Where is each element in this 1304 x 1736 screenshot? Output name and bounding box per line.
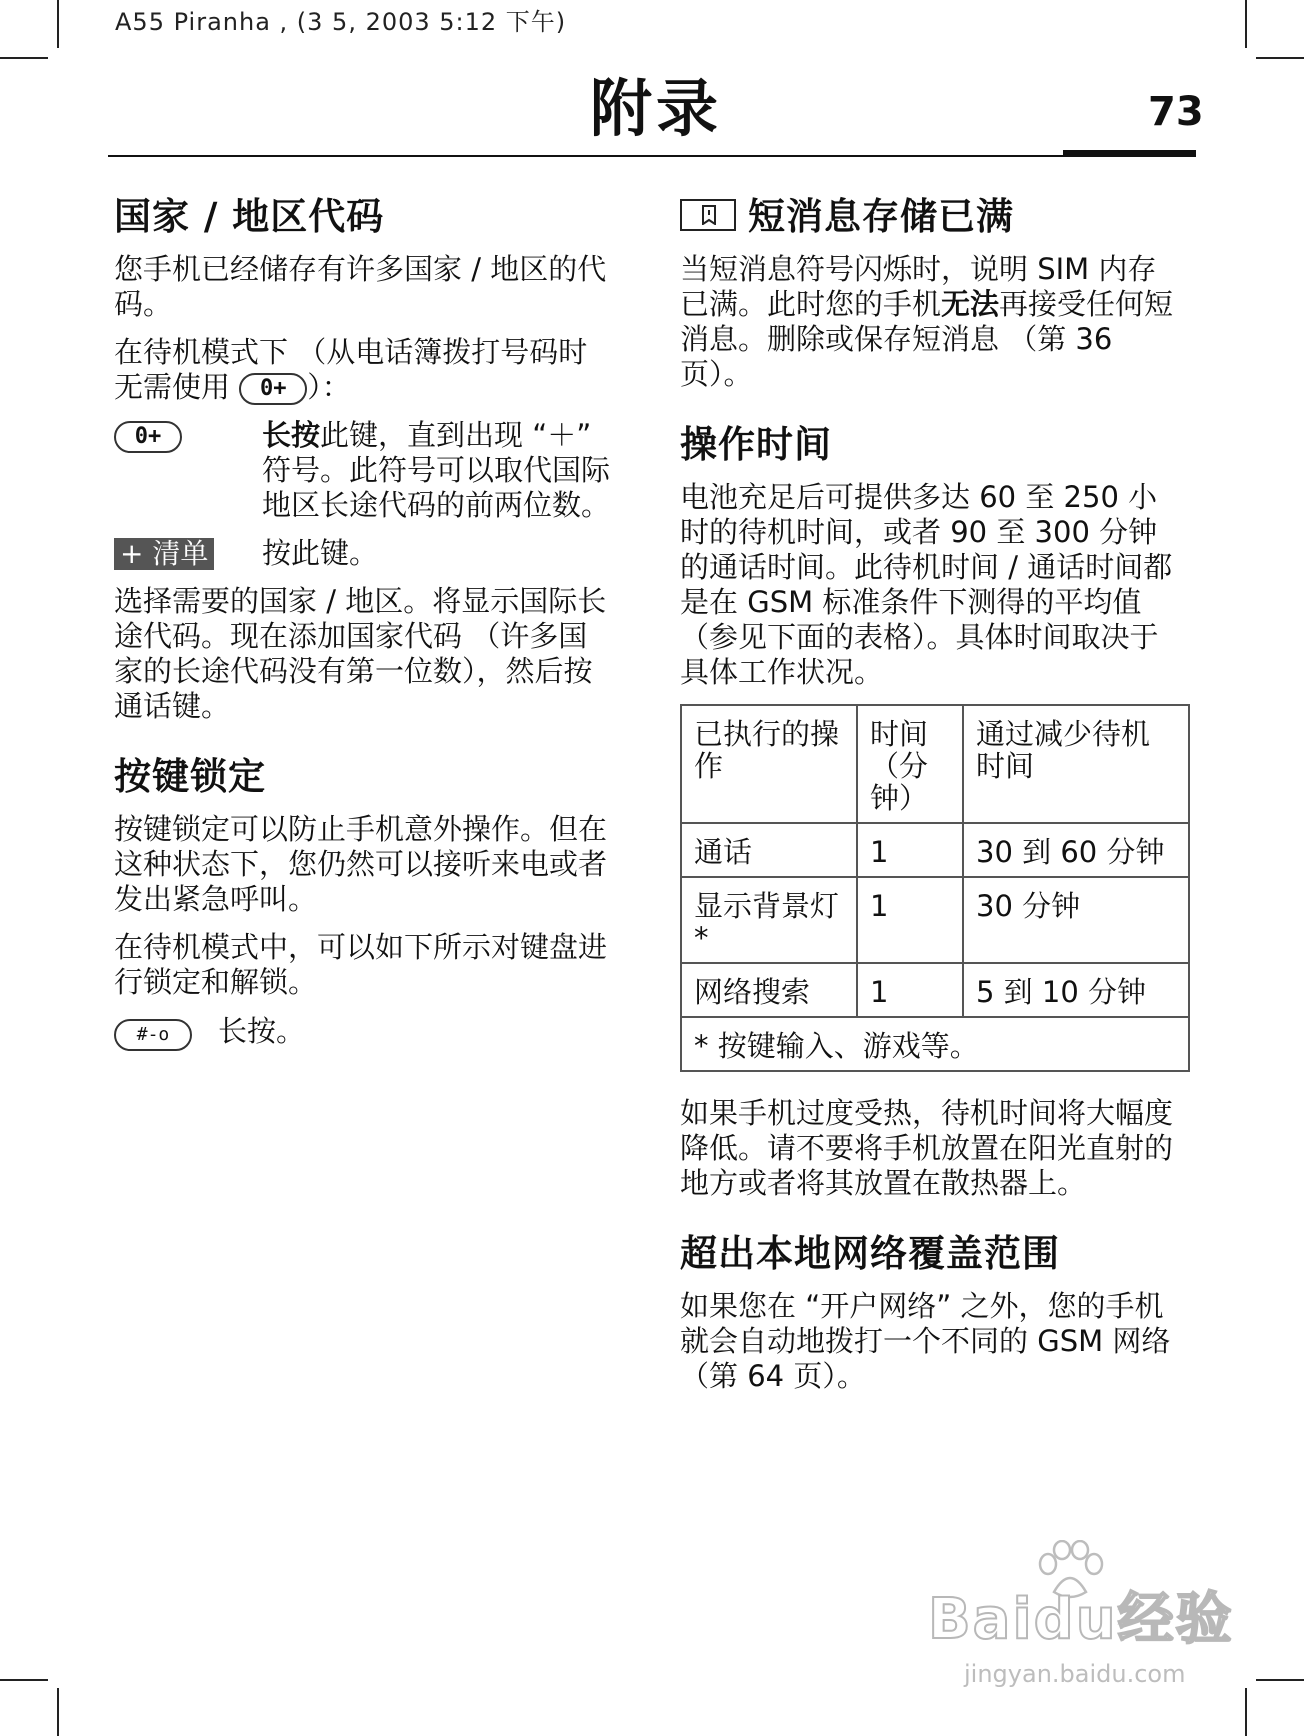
crop-mark-tr-v bbox=[1245, 0, 1247, 48]
table-cell: 1 bbox=[857, 823, 963, 877]
crop-mark-tr-h bbox=[1256, 57, 1304, 59]
crop-mark-br-h bbox=[1256, 1679, 1304, 1681]
table-cell: 30 到 60 分钟 bbox=[963, 823, 1189, 877]
table-cell: 显示背景灯 * bbox=[681, 877, 857, 963]
header-rule-accent bbox=[1063, 150, 1196, 157]
table-header-cell: 已执行的操作 bbox=[681, 705, 857, 823]
header-rule bbox=[108, 155, 1196, 157]
list-softkey-desc: 按此键。 bbox=[262, 536, 379, 570]
country-code-select: 选择需要的国家 / 地区。将显示国际长途代码。现在添加国家代码 （许多国家的长途代码没有第一位数），然后按通话键。 bbox=[114, 584, 607, 723]
sms-full-heading: 短消息存储已满 bbox=[748, 195, 1014, 238]
sms-full-text-a: 当短消息符号闪烁时，说明 SIM 内存已满。此时您的手机 bbox=[680, 252, 1157, 321]
operating-time-heading: 操作时间 bbox=[680, 423, 832, 466]
table-cell: 1 bbox=[857, 877, 963, 963]
sms-full-text-bold: 无法 bbox=[941, 287, 1000, 321]
out-of-range-section bbox=[680, 1231, 1180, 1394]
keylock-step-text: 长按。 bbox=[218, 1014, 306, 1049]
table-header-row bbox=[681, 705, 1189, 823]
standby-text: 在待机模式下 （从电话簿拨打号码时无需使用 bbox=[114, 335, 588, 404]
left-column bbox=[114, 194, 614, 1081]
out-of-range-heading: 超出本地网络覆盖范围 bbox=[680, 1232, 1060, 1275]
crop-mark-br-v bbox=[1245, 1688, 1247, 1736]
keylock-p1: 按键锁定可以防止手机意外操作。但在这种状态下，您仍然可以接听来电或者发出紧急呼叫。 bbox=[114, 812, 608, 916]
print-meta: A55 Piranha , (3 5, 2003 5:12 下午) bbox=[115, 8, 567, 36]
step-list-softkey bbox=[114, 536, 614, 571]
long-press-desc: 此键，直到出现 “＋” 符号。此符号可以取代国际地区长途代码的前两位数。 bbox=[262, 418, 611, 522]
watermark-url: jingyan.baidu.com bbox=[964, 1660, 1186, 1688]
table-cell: 1 bbox=[857, 963, 963, 1017]
step-long-press bbox=[114, 418, 614, 523]
operating-time-table bbox=[680, 704, 1190, 1072]
table-row bbox=[681, 823, 1189, 877]
sms-memory-icon bbox=[680, 199, 736, 231]
operating-time-text: 电池充足后可提供多达 60 至 250 小时的待机时间，或者 90 至 300 分钟的通话时间。此待机时间 / 通话时间都是在 GSM 标准条件下测得的平均值 （参见下面的表格）。具体时间取决于具体工作状况。 bbox=[680, 480, 1173, 689]
crop-mark-bl-v bbox=[57, 1688, 59, 1736]
watermark-main: Baidu经验 bbox=[928, 1587, 1234, 1652]
sms-full-text-b: 再接受任何短消息。删除或保存短消息 （第 36 页）。 bbox=[680, 287, 1174, 391]
table-row bbox=[681, 877, 1189, 963]
keylock-section bbox=[114, 754, 614, 1051]
keylock-heading: 按键锁定 bbox=[114, 755, 266, 798]
sms-full-heading-row bbox=[680, 194, 1180, 240]
table-cell: 30 分钟 bbox=[963, 877, 1189, 963]
overheat-note: 如果手机过度受热，待机时间将大幅度降低。请不要将手机放置在阳光直射的地方或者将其放置在散热器上。 bbox=[680, 1096, 1174, 1200]
zero-plus-key-icon: 0+ bbox=[239, 373, 307, 405]
right-column bbox=[680, 194, 1180, 1424]
operating-time-section bbox=[680, 422, 1180, 1201]
long-press-label: 长按 bbox=[262, 418, 321, 452]
keylock-step bbox=[114, 1013, 614, 1051]
table-footnote: * 按键输入、游戏等。 bbox=[681, 1017, 1189, 1071]
country-code-standby bbox=[114, 335, 614, 405]
country-code-section bbox=[114, 194, 614, 724]
zero-plus-key-icon: 0+ bbox=[114, 421, 182, 453]
hash-key-icon: #-o bbox=[114, 1019, 192, 1051]
table-cell: 网络搜索 bbox=[681, 963, 857, 1017]
baidu-watermark bbox=[928, 1540, 1238, 1690]
crop-mark-tl-v bbox=[57, 0, 59, 48]
table-cell: 5 到 10 分钟 bbox=[963, 963, 1189, 1017]
page-number: 73 bbox=[1148, 89, 1204, 135]
table-cell: 通话 bbox=[681, 823, 857, 877]
table-header-cell: 通过减少待机时间 bbox=[963, 705, 1189, 823]
keylock-p2: 在待机模式中，可以如下所示对键盘进行锁定和解锁。 bbox=[114, 930, 608, 999]
standby-text-end: ）： bbox=[307, 370, 351, 404]
page-title: 附录 bbox=[590, 72, 723, 145]
sms-full-section bbox=[680, 194, 1180, 392]
crop-mark-bl-h bbox=[0, 1679, 48, 1681]
country-code-heading: 国家 / 地区代码 bbox=[114, 195, 385, 238]
out-of-range-text: 如果您在 “开户网络” 之外，您的手机就会自动地拨打一个不同的 GSM 网络 （第 64 页）。 bbox=[680, 1289, 1171, 1393]
country-code-intro: 您手机已经储存有许多国家 / 地区的代码。 bbox=[114, 252, 607, 321]
table-header-cell: 时间 （分钟） bbox=[857, 705, 963, 823]
table-row bbox=[681, 963, 1189, 1017]
list-softkey: + 清单 bbox=[114, 538, 214, 570]
table-footnote-row bbox=[681, 1017, 1189, 1071]
crop-mark-tl-h bbox=[0, 57, 48, 59]
sms-full-text bbox=[680, 252, 1180, 392]
